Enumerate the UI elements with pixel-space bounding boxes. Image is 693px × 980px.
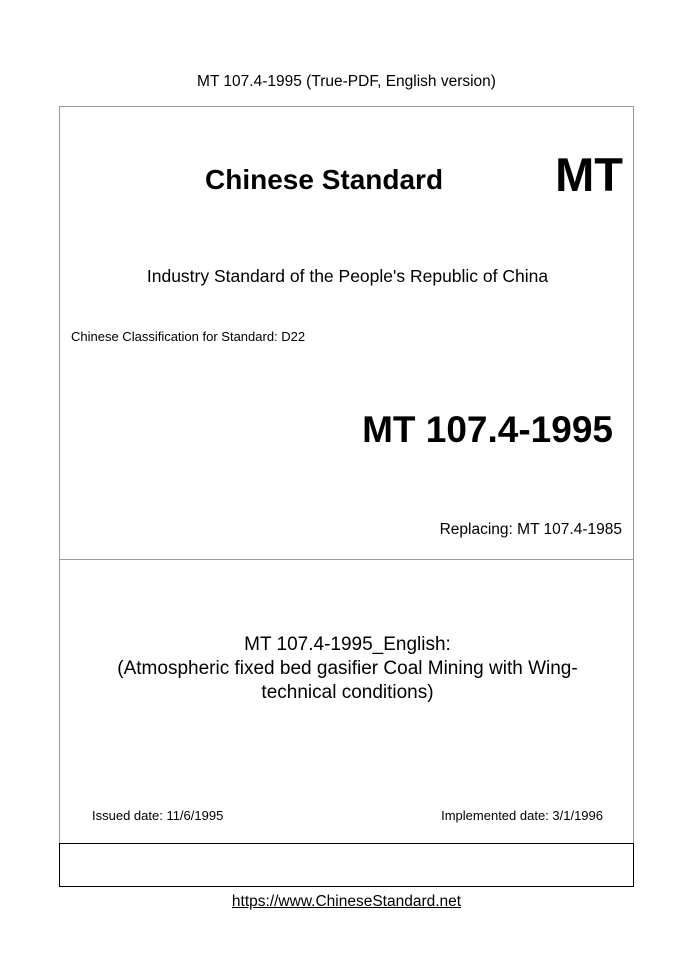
document-info-box	[59, 560, 634, 844]
document-title-line: technical conditions)	[261, 682, 434, 703]
implemented-date: Implemented date: 3/1/1996	[441, 808, 603, 823]
empty-footer-box	[59, 843, 634, 887]
title-row	[60, 149, 635, 209]
standard-number: MT 107.4-1995	[362, 409, 613, 450]
classification-line: Chinese Classification for Standard: D22	[71, 329, 306, 344]
industry-standard-line: Industry Standard of the People's Republic of China	[146, 266, 549, 286]
document-title-line: (Atmospheric fixed bed gasifier Coal Mining with Wing-	[117, 658, 578, 679]
replacing-line: Replacing: MT 107.4-1985	[439, 521, 622, 538]
page-header: MT 107.4-1995 (True-PDF, English version)	[197, 73, 496, 90]
document-title	[60, 633, 635, 705]
cover-title: Chinese Standard	[205, 164, 444, 195]
website-link[interactable]: https://www.ChineseStandard.net	[231, 893, 462, 910]
document-title-line: MT 107.4-1995_English:	[244, 634, 451, 655]
issued-date: Issued date: 11/6/1995	[92, 808, 224, 823]
dates-row	[60, 807, 635, 825]
cover-box	[59, 106, 634, 560]
standard-code-badge: MT	[555, 148, 623, 201]
footer	[0, 892, 693, 912]
